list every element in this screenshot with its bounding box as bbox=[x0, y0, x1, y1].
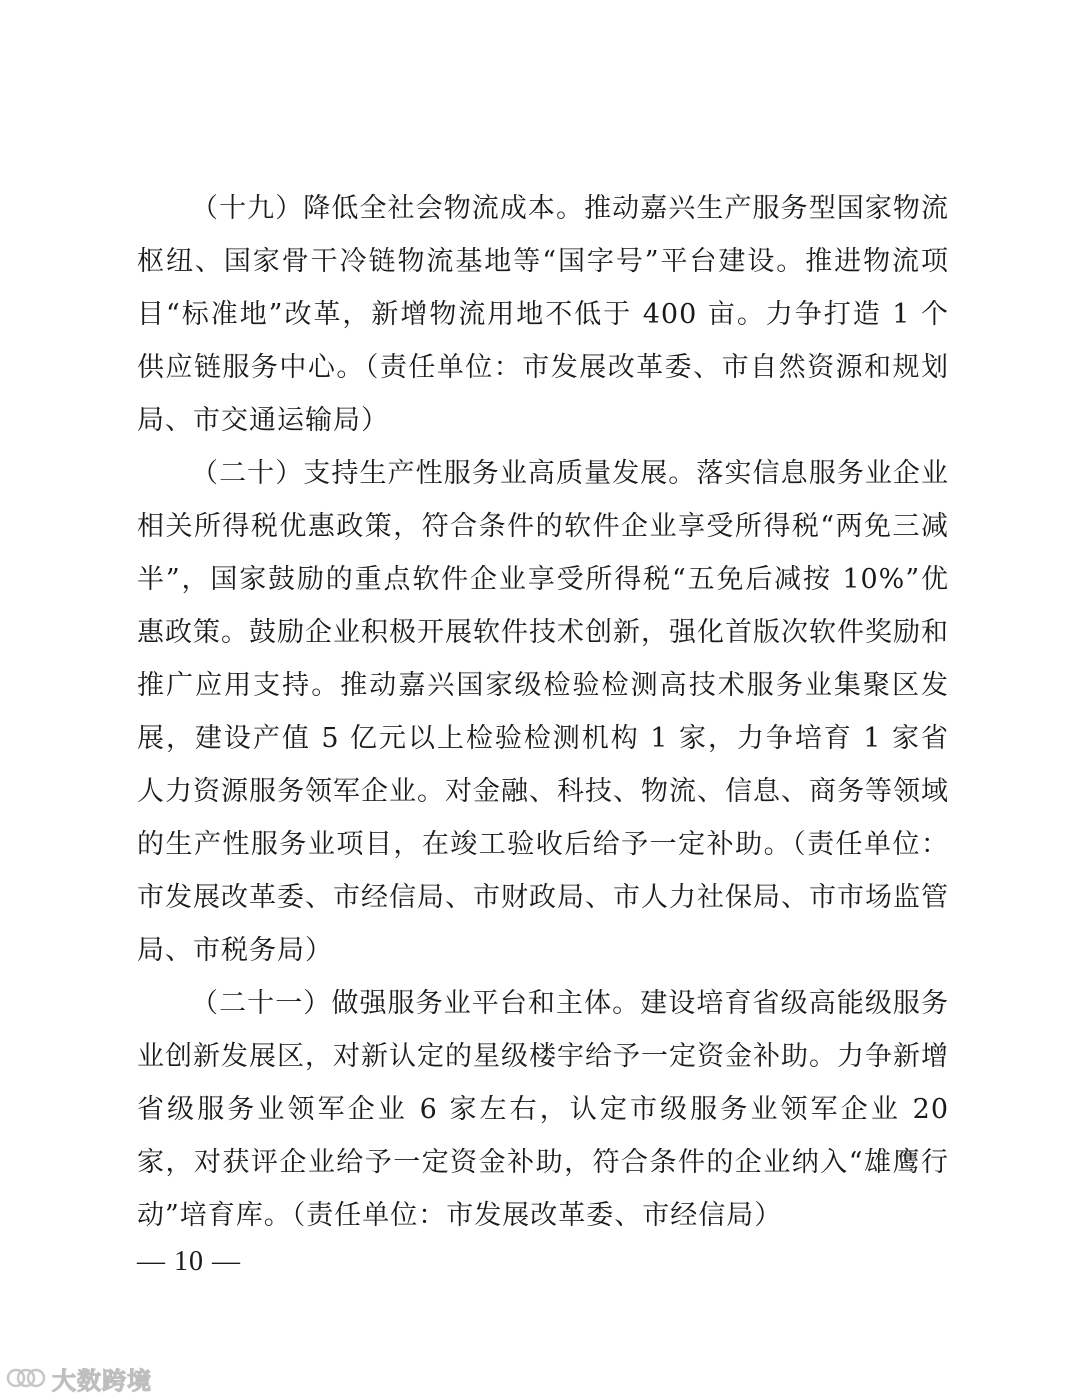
watermark bbox=[6, 1360, 152, 1396]
page-number: — 10 — bbox=[137, 1246, 241, 1277]
paragraph-19: （十九）降低全社会物流成本。推动嘉兴生产服务型国家物流枢纽、国家骨干冷链物流基地等“国字号”平台建设。推进物流项目“标准地”改革，新增物流用地不低于 400 亩。力争打造 1 个供应链服务中心。（责任单位：市发展改革委、市自然资源和规划局、市交通运输局） bbox=[137, 193, 949, 436]
paragraph-20: （二十）支持生产性服务业高质量发展。落实信息服务业企业相关所得税优惠政策，符合条件的软件企业享受所得税“两免三减半”，国家鼓励的重点软件企业享受所得税“五免后减按 10%”优惠政策。鼓励企业积极开展软件技术创新，强化首版次软件奖励和推广应用支持。推动嘉兴国家级检验检测高技术服务业集聚区发展，建设产值 5 亿元以上检验检测机构 1 家，力争培育 1 家省人力资源服务领军企业。对金融、科技、物流、信息、商务等领域的生产性服务业项目，在竣工验收后给予一定补助。（责任单位：市发展改革委、市经信局、市财政局、市人力社保局、市市场监管局、市税务局） bbox=[137, 458, 949, 966]
document-body bbox=[137, 182, 949, 1242]
brand-logo-icon bbox=[6, 1363, 46, 1393]
watermark-text: 大数跨境 bbox=[52, 1366, 152, 1395]
paragraph-21: （二十一）做强服务业平台和主体。建设培育省级高能级服务业创新发展区，对新认定的星级楼宇给予一定资金补助。力争新增省级服务业领军企业 6 家左右，认定市级服务业领军企业 20 家，对获评企业给予一定资金补助，符合条件的企业纳入“雄鹰行动”培育库。（责任单位：市发展改革委、市经信局） bbox=[137, 988, 949, 1231]
